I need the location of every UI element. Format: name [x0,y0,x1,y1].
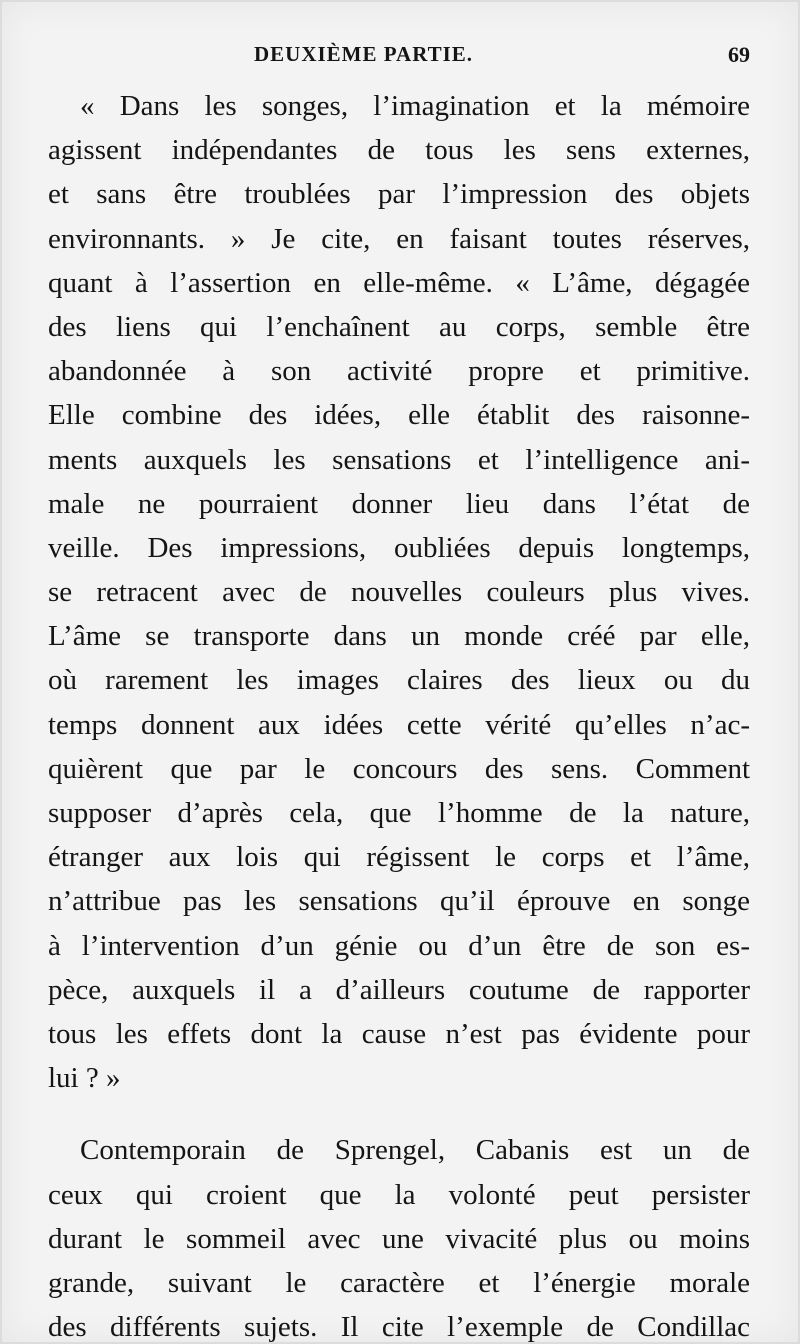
text-line: lui ? » [48,1062,121,1095]
paragraph-2 [48,1128,750,1344]
text-line: ments auxquels les sensations et l’intelligence ani- [48,443,750,476]
text-line: ceux qui croient que la volonté peut persister [48,1178,750,1211]
text-line: durant le sommeil avec une vivacité plus ou moins [48,1222,750,1255]
text-line: n’attribue pas les sensations qu’il éprouve en songe [48,885,750,918]
text-line: et sans être troublées par l’impression des objets [48,178,750,211]
text-line: supposer d’après cela, que l’homme de la nature, [48,797,750,829]
text-line: grande, suivant le caractère et l’énergie morale [48,1266,750,1299]
text-line: veille. Des impressions, oubliées depuis longtemps, [48,531,750,564]
text-line: quant à l’assertion en elle-même. « L’âme, dégagée [48,266,750,299]
text-line: temps donnent aux idées cette vérité qu’elles n’ac- [48,708,750,741]
paragraph-gap [48,1100,750,1128]
page-header [48,38,750,78]
text-line: pèce, auxquels il a d’ailleurs coutume de rapporter [48,973,750,1006]
text-line: quièrent que par le concours des sens. Comment [48,752,750,785]
text-line: male ne pourraient donner lieu dans l’état de [48,487,750,520]
body-text [48,84,750,1344]
text-line: abandonnée à son activité propre et primitive. [48,355,750,388]
text-line: « Dans les songes, l’imagination et la mémoire [80,90,750,122]
text-line: étranger aux lois qui régissent le corps et l’âme, [48,841,750,874]
text-line: se retracent avec de nouvelles couleurs plus vives. [48,576,750,609]
text-line: à l’intervention d’un génie ou d’un être de son es- [48,929,750,962]
text-line: tous les effets dont la cause n’est pas évidente pour [48,1017,750,1050]
page-number: 69 [728,42,750,67]
paragraph-1 [48,84,750,1100]
running-head: DEUXIÈME PARTIE. [254,42,474,66]
text-line: Contemporain de Sprengel, Cabanis est un de [80,1134,750,1167]
text-line: agissent indépendantes de tous les sens externes, [48,134,750,167]
text-line: environnants. » Je cite, en faisant toutes réserves, [48,222,750,255]
text-line: des différents sujets. Il cite l’exemple de Condillac [48,1311,750,1344]
text-line: Elle combine des idées, elle établit des raisonne- [48,399,750,432]
text-line: où rarement les images claires des lieux ou du [48,664,750,697]
text-line: des liens qui l’enchaînent au corps, semble être [48,310,750,343]
text-line: L’âme se transporte dans un monde créé par elle, [48,620,750,653]
